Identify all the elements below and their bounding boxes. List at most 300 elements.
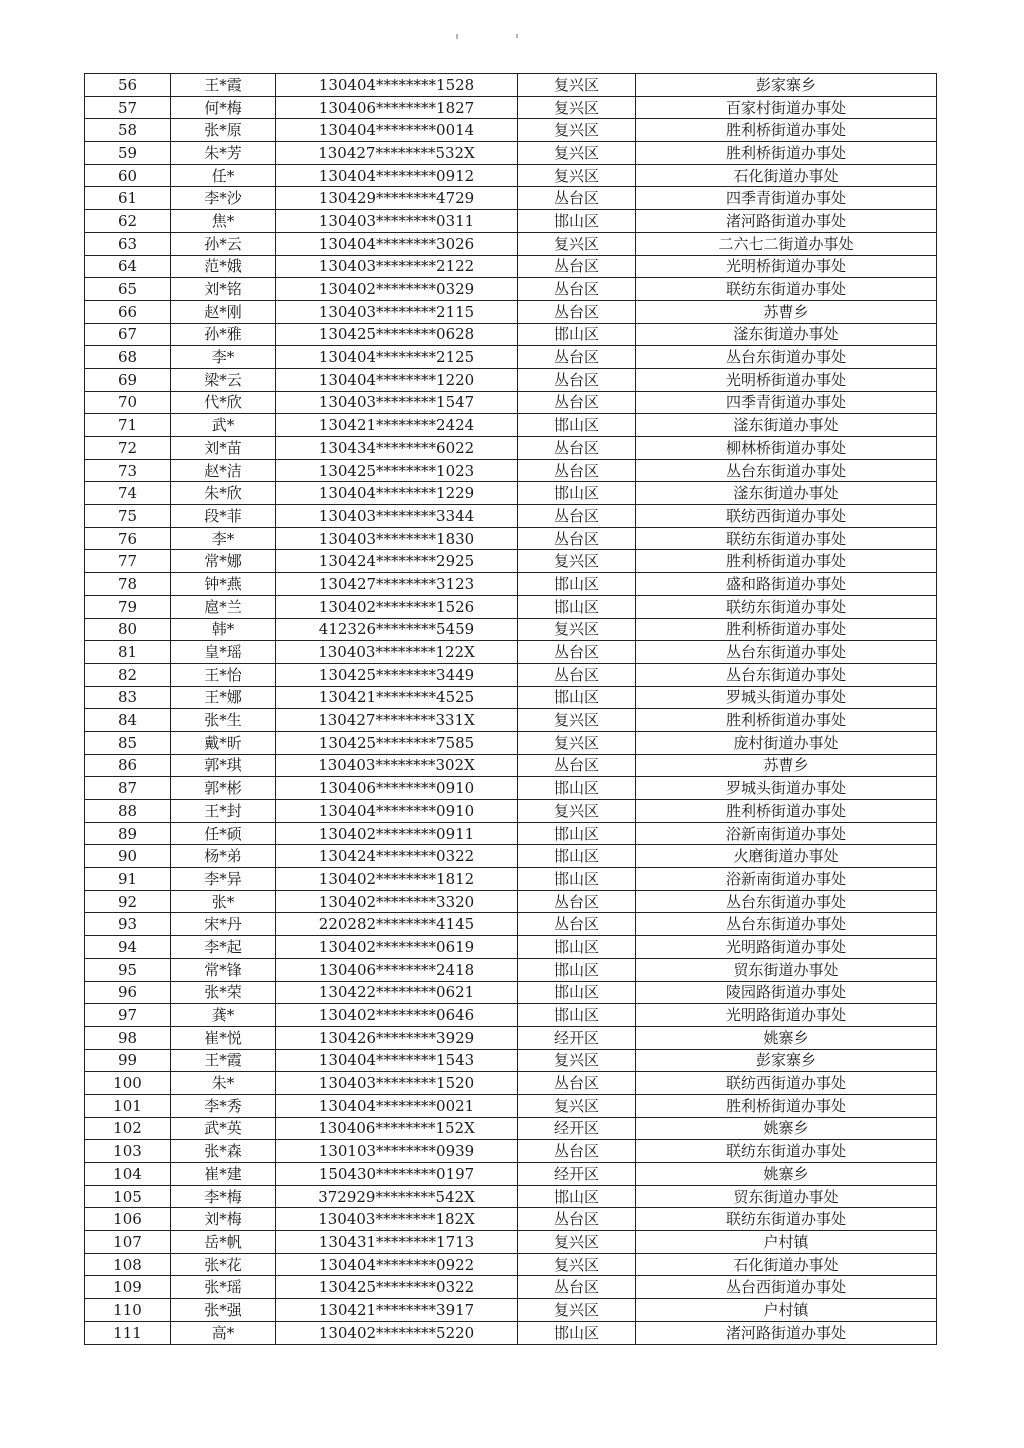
- office: 光明路街道办事处: [636, 1004, 937, 1027]
- person-name: 张*生: [171, 709, 276, 732]
- table-row: [85, 709, 937, 732]
- row-number: 71: [85, 414, 171, 437]
- office: 联纺东街道办事处: [636, 278, 937, 301]
- person-name: 李*梅: [171, 1185, 276, 1208]
- office: 联纺东街道办事处: [636, 527, 937, 550]
- id-number: 130403********302X: [276, 754, 518, 777]
- row-number: 79: [85, 595, 171, 618]
- office: 丛台东街道办事处: [636, 459, 937, 482]
- person-name: 代*欣: [171, 391, 276, 414]
- office: 罗城头街道办事处: [636, 777, 937, 800]
- district: 邯山区: [518, 573, 636, 596]
- id-number: 130402********3320: [276, 890, 518, 913]
- table-row: [85, 754, 937, 777]
- office: 百家村街道办事处: [636, 96, 937, 119]
- id-number: 130404********2125: [276, 346, 518, 369]
- person-name: 赵*洁: [171, 459, 276, 482]
- id-number: 130425********1023: [276, 459, 518, 482]
- district: 复兴区: [518, 800, 636, 823]
- district: 丛台区: [518, 300, 636, 323]
- person-name: 宋*丹: [171, 913, 276, 936]
- office: 陵园路街道办事处: [636, 981, 937, 1004]
- row-number: 67: [85, 323, 171, 346]
- table-row: [85, 1185, 937, 1208]
- id-number: 130404********1229: [276, 482, 518, 505]
- row-number: 98: [85, 1026, 171, 1049]
- id-number: 130424********0322: [276, 845, 518, 868]
- office: 联纺西街道办事处: [636, 505, 937, 528]
- office: 石化街道办事处: [636, 1253, 937, 1276]
- row-number: 72: [85, 437, 171, 460]
- office: 丛台东街道办事处: [636, 890, 937, 913]
- district: 邯山区: [518, 323, 636, 346]
- person-name: 张*强: [171, 1299, 276, 1322]
- id-number: 130402********0619: [276, 936, 518, 959]
- office: 胜利桥街道办事处: [636, 1094, 937, 1117]
- district: 丛台区: [518, 1208, 636, 1231]
- row-number: 88: [85, 800, 171, 823]
- person-name: 刘*苗: [171, 437, 276, 460]
- table-row: [85, 1299, 937, 1322]
- district: 复兴区: [518, 731, 636, 754]
- id-number: 130402********5220: [276, 1321, 518, 1344]
- office: 光明桥街道办事处: [636, 255, 937, 278]
- id-number: 412326********5459: [276, 618, 518, 641]
- office: 贸东街道办事处: [636, 958, 937, 981]
- district: 丛台区: [518, 459, 636, 482]
- person-name: 王*封: [171, 800, 276, 823]
- id-number: 130403********1830: [276, 527, 518, 550]
- district: 邯山区: [518, 414, 636, 437]
- row-number: 104: [85, 1163, 171, 1186]
- table-row: [85, 731, 937, 754]
- office: 四季青街道办事处: [636, 187, 937, 210]
- district: 复兴区: [518, 550, 636, 573]
- row-number: 96: [85, 981, 171, 1004]
- row-number: 99: [85, 1049, 171, 1072]
- office: 丛台东街道办事处: [636, 346, 937, 369]
- office: 联纺东街道办事处: [636, 1208, 937, 1231]
- person-name: 梁*云: [171, 368, 276, 391]
- office: 贸东街道办事处: [636, 1185, 937, 1208]
- table-row: [85, 890, 937, 913]
- district: 邯山区: [518, 210, 636, 233]
- person-name: 李*: [171, 346, 276, 369]
- roster-table: [84, 73, 937, 1345]
- office: 彭家寨乡: [636, 1049, 937, 1072]
- office: 丛台西街道办事处: [636, 1276, 937, 1299]
- row-number: 78: [85, 573, 171, 596]
- table-row: [85, 1049, 937, 1072]
- person-name: 李*沙: [171, 187, 276, 210]
- row-number: 111: [85, 1321, 171, 1344]
- table-row: [85, 414, 937, 437]
- id-number: 130406********1827: [276, 96, 518, 119]
- district: 丛台区: [518, 1140, 636, 1163]
- table-row: [85, 913, 937, 936]
- office: 盛和路街道办事处: [636, 573, 937, 596]
- row-number: 106: [85, 1208, 171, 1231]
- row-number: 110: [85, 1299, 171, 1322]
- district: 丛台区: [518, 1276, 636, 1299]
- row-number: 101: [85, 1094, 171, 1117]
- table-row: [85, 74, 937, 97]
- person-name: 扈*兰: [171, 595, 276, 618]
- office: 丛台东街道办事处: [636, 663, 937, 686]
- row-number: 108: [85, 1253, 171, 1276]
- person-name: 岳*帆: [171, 1231, 276, 1254]
- id-number: 150430********0197: [276, 1163, 518, 1186]
- office: 胜利桥街道办事处: [636, 618, 937, 641]
- table-row: [85, 686, 937, 709]
- row-number: 107: [85, 1231, 171, 1254]
- district: 邯山区: [518, 868, 636, 891]
- district: 丛台区: [518, 391, 636, 414]
- row-number: 93: [85, 913, 171, 936]
- office: 姚寨乡: [636, 1026, 937, 1049]
- row-number: 102: [85, 1117, 171, 1140]
- district: 丛台区: [518, 913, 636, 936]
- district: 丛台区: [518, 346, 636, 369]
- person-name: 皇*瑶: [171, 641, 276, 664]
- person-name: 韩*: [171, 618, 276, 641]
- id-number: 130421********3917: [276, 1299, 518, 1322]
- person-name: 张*荣: [171, 981, 276, 1004]
- district: 复兴区: [518, 1231, 636, 1254]
- id-number: 130403********182X: [276, 1208, 518, 1231]
- person-name: 常*娜: [171, 550, 276, 573]
- office: 苏曹乡: [636, 300, 937, 323]
- district: 复兴区: [518, 618, 636, 641]
- person-name: 朱*芳: [171, 142, 276, 165]
- office: 滏东街道办事处: [636, 323, 937, 346]
- row-number: 61: [85, 187, 171, 210]
- office: 罗城头街道办事处: [636, 686, 937, 709]
- id-number: 130427********532X: [276, 142, 518, 165]
- office: 光明路街道办事处: [636, 936, 937, 959]
- office: 丛台东街道办事处: [636, 913, 937, 936]
- person-name: 张*森: [171, 1140, 276, 1163]
- roster-body: [85, 74, 937, 1345]
- table-row: [85, 936, 937, 959]
- district: 邯山区: [518, 822, 636, 845]
- row-number: 92: [85, 890, 171, 913]
- row-number: 95: [85, 958, 171, 981]
- district: 经开区: [518, 1026, 636, 1049]
- office: 丛台东街道办事处: [636, 641, 937, 664]
- id-number: 130403********2122: [276, 255, 518, 278]
- row-number: 66: [85, 300, 171, 323]
- table-row: [85, 323, 937, 346]
- table-row: [85, 142, 937, 165]
- person-name: 王*霞: [171, 74, 276, 97]
- district: 复兴区: [518, 164, 636, 187]
- person-name: 龚*: [171, 1004, 276, 1027]
- person-name: 任*: [171, 164, 276, 187]
- row-number: 94: [85, 936, 171, 959]
- person-name: 张*花: [171, 1253, 276, 1276]
- person-name: 王*怡: [171, 663, 276, 686]
- table-row: [85, 96, 937, 119]
- id-number: 130404********0922: [276, 1253, 518, 1276]
- district: 复兴区: [518, 142, 636, 165]
- district: 邯山区: [518, 595, 636, 618]
- person-name: 常*锋: [171, 958, 276, 981]
- row-number: 81: [85, 641, 171, 664]
- row-number: 83: [85, 686, 171, 709]
- office: 苏曹乡: [636, 754, 937, 777]
- district: 复兴区: [518, 74, 636, 97]
- table-row: [85, 1276, 937, 1299]
- row-number: 68: [85, 346, 171, 369]
- district: 丛台区: [518, 368, 636, 391]
- table-row: [85, 437, 937, 460]
- row-number: 57: [85, 96, 171, 119]
- district: 经开区: [518, 1163, 636, 1186]
- person-name: 刘*梅: [171, 1208, 276, 1231]
- table-row: [85, 1026, 937, 1049]
- person-name: 李*秀: [171, 1094, 276, 1117]
- person-name: 朱*欣: [171, 482, 276, 505]
- district: 邯山区: [518, 981, 636, 1004]
- office: 滏东街道办事处: [636, 414, 937, 437]
- table-row: [85, 255, 937, 278]
- person-name: 崔*建: [171, 1163, 276, 1186]
- row-number: 59: [85, 142, 171, 165]
- district: 邯山区: [518, 777, 636, 800]
- district: 丛台区: [518, 255, 636, 278]
- person-name: 孙*雅: [171, 323, 276, 346]
- person-name: 李*: [171, 527, 276, 550]
- district: 复兴区: [518, 119, 636, 142]
- table-row: [85, 459, 937, 482]
- id-number: 130404********1528: [276, 74, 518, 97]
- id-number: 130404********0912: [276, 164, 518, 187]
- id-number: 130406********0910: [276, 777, 518, 800]
- office: 联纺西街道办事处: [636, 1072, 937, 1095]
- district: 丛台区: [518, 641, 636, 664]
- id-number: 130402********0329: [276, 278, 518, 301]
- id-number: 130403********0311: [276, 210, 518, 233]
- district: 丛台区: [518, 505, 636, 528]
- table-row: [85, 573, 937, 596]
- person-name: 焦*: [171, 210, 276, 233]
- district: 丛台区: [518, 663, 636, 686]
- person-name: 崔*悦: [171, 1026, 276, 1049]
- row-number: 70: [85, 391, 171, 414]
- id-number: 130404********3026: [276, 232, 518, 255]
- district: 邯山区: [518, 936, 636, 959]
- office: 联纺东街道办事处: [636, 1140, 937, 1163]
- id-number: 130402********1526: [276, 595, 518, 618]
- person-name: 王*霞: [171, 1049, 276, 1072]
- person-name: 郭*琪: [171, 754, 276, 777]
- office: 四季青街道办事处: [636, 391, 937, 414]
- office: 胜利桥街道办事处: [636, 119, 937, 142]
- row-number: 89: [85, 822, 171, 845]
- table-row: [85, 368, 937, 391]
- person-name: 孙*云: [171, 232, 276, 255]
- person-name: 武*: [171, 414, 276, 437]
- row-number: 74: [85, 482, 171, 505]
- district: 复兴区: [518, 1253, 636, 1276]
- district: 丛台区: [518, 890, 636, 913]
- id-number: 372929********542X: [276, 1185, 518, 1208]
- id-number: 130424********2925: [276, 550, 518, 573]
- row-number: 62: [85, 210, 171, 233]
- row-number: 100: [85, 1072, 171, 1095]
- id-number: 130403********2115: [276, 300, 518, 323]
- id-number: 130434********6022: [276, 437, 518, 460]
- office: 胜利桥街道办事处: [636, 550, 937, 573]
- row-number: 84: [85, 709, 171, 732]
- district: 经开区: [518, 1117, 636, 1140]
- person-name: 钟*燕: [171, 573, 276, 596]
- row-number: 60: [85, 164, 171, 187]
- office: 胜利桥街道办事处: [636, 800, 937, 823]
- row-number: 56: [85, 74, 171, 97]
- id-number: 130403********1520: [276, 1072, 518, 1095]
- id-number: 130425********3449: [276, 663, 518, 686]
- row-number: 91: [85, 868, 171, 891]
- row-number: 63: [85, 232, 171, 255]
- table-row: [85, 641, 937, 664]
- person-name: 段*菲: [171, 505, 276, 528]
- table-row: [85, 845, 937, 868]
- table-row: [85, 1321, 937, 1344]
- table-row: [85, 119, 937, 142]
- person-name: 刘*铭: [171, 278, 276, 301]
- row-number: 76: [85, 527, 171, 550]
- person-name: 任*硕: [171, 822, 276, 845]
- id-number: 130404********0021: [276, 1094, 518, 1117]
- person-name: 赵*刚: [171, 300, 276, 323]
- table-row: [85, 1004, 937, 1027]
- table-row: [85, 346, 937, 369]
- office: 渚河路街道办事处: [636, 1321, 937, 1344]
- table-row: [85, 164, 937, 187]
- id-number: 130404********0014: [276, 119, 518, 142]
- district: 丛台区: [518, 437, 636, 460]
- id-number: 130404********1220: [276, 368, 518, 391]
- id-number: 130403********122X: [276, 641, 518, 664]
- office: 户村镇: [636, 1231, 937, 1254]
- office: 光明桥街道办事处: [636, 368, 937, 391]
- table-row: [85, 1117, 937, 1140]
- office: 渚河路街道办事处: [636, 210, 937, 233]
- id-number: 130404********1543: [276, 1049, 518, 1072]
- id-number: 130427********331X: [276, 709, 518, 732]
- table-row: [85, 1140, 937, 1163]
- person-name: 杨*弟: [171, 845, 276, 868]
- person-name: 李*起: [171, 936, 276, 959]
- table-row: [85, 777, 937, 800]
- office: 柳林桥街道办事处: [636, 437, 937, 460]
- district: 复兴区: [518, 1299, 636, 1322]
- table-row: [85, 663, 937, 686]
- office: 彭家寨乡: [636, 74, 937, 97]
- district: 丛台区: [518, 754, 636, 777]
- office: 浴新南街道办事处: [636, 822, 937, 845]
- office: 胜利桥街道办事处: [636, 142, 937, 165]
- row-number: 82: [85, 663, 171, 686]
- id-number: 130402********0911: [276, 822, 518, 845]
- id-number: 130406********2418: [276, 958, 518, 981]
- id-number: 130425********0628: [276, 323, 518, 346]
- table-row: [85, 505, 937, 528]
- table-row: [85, 527, 937, 550]
- table-row: [85, 1072, 937, 1095]
- table-row: [85, 958, 937, 981]
- row-number: 103: [85, 1140, 171, 1163]
- person-name: 郭*彬: [171, 777, 276, 800]
- person-name: 武*英: [171, 1117, 276, 1140]
- district: 复兴区: [518, 1049, 636, 1072]
- id-number: 130402********0646: [276, 1004, 518, 1027]
- table-row: [85, 187, 937, 210]
- table-row: [85, 1231, 937, 1254]
- office: 户村镇: [636, 1299, 937, 1322]
- district: 丛台区: [518, 1072, 636, 1095]
- scan-speck: [516, 34, 518, 38]
- table-row: [85, 822, 937, 845]
- table-row: [85, 482, 937, 505]
- table-row: [85, 1094, 937, 1117]
- scan-speck: [456, 34, 458, 39]
- id-number: 130431********1713: [276, 1231, 518, 1254]
- table-row: [85, 278, 937, 301]
- row-number: 97: [85, 1004, 171, 1027]
- id-number: 130403********3344: [276, 505, 518, 528]
- id-number: 130421********4525: [276, 686, 518, 709]
- table-row: [85, 800, 937, 823]
- district: 邯山区: [518, 1321, 636, 1344]
- table-row: [85, 618, 937, 641]
- row-number: 86: [85, 754, 171, 777]
- row-number: 87: [85, 777, 171, 800]
- row-number: 109: [85, 1276, 171, 1299]
- row-number: 58: [85, 119, 171, 142]
- table-row: [85, 1253, 937, 1276]
- id-number: 130402********1812: [276, 868, 518, 891]
- district: 丛台区: [518, 187, 636, 210]
- district: 丛台区: [518, 278, 636, 301]
- table-row: [85, 550, 937, 573]
- id-number: 220282********4145: [276, 913, 518, 936]
- id-number: 130406********152X: [276, 1117, 518, 1140]
- row-number: 64: [85, 255, 171, 278]
- table-row: [85, 868, 937, 891]
- office: 姚寨乡: [636, 1117, 937, 1140]
- office: 二六七二街道办事处: [636, 232, 937, 255]
- table-row: [85, 300, 937, 323]
- person-name: 范*娥: [171, 255, 276, 278]
- id-number: 130103********0939: [276, 1140, 518, 1163]
- id-number: 130426********3929: [276, 1026, 518, 1049]
- person-name: 戴*昕: [171, 731, 276, 754]
- row-number: 77: [85, 550, 171, 573]
- table-row: [85, 232, 937, 255]
- district: 邯山区: [518, 1004, 636, 1027]
- id-number: 130403********1547: [276, 391, 518, 414]
- id-number: 130404********0910: [276, 800, 518, 823]
- id-number: 130422********0621: [276, 981, 518, 1004]
- office: 联纺东街道办事处: [636, 595, 937, 618]
- office: 石化街道办事处: [636, 164, 937, 187]
- district: 复兴区: [518, 1094, 636, 1117]
- id-number: 130425********7585: [276, 731, 518, 754]
- table-row: [85, 595, 937, 618]
